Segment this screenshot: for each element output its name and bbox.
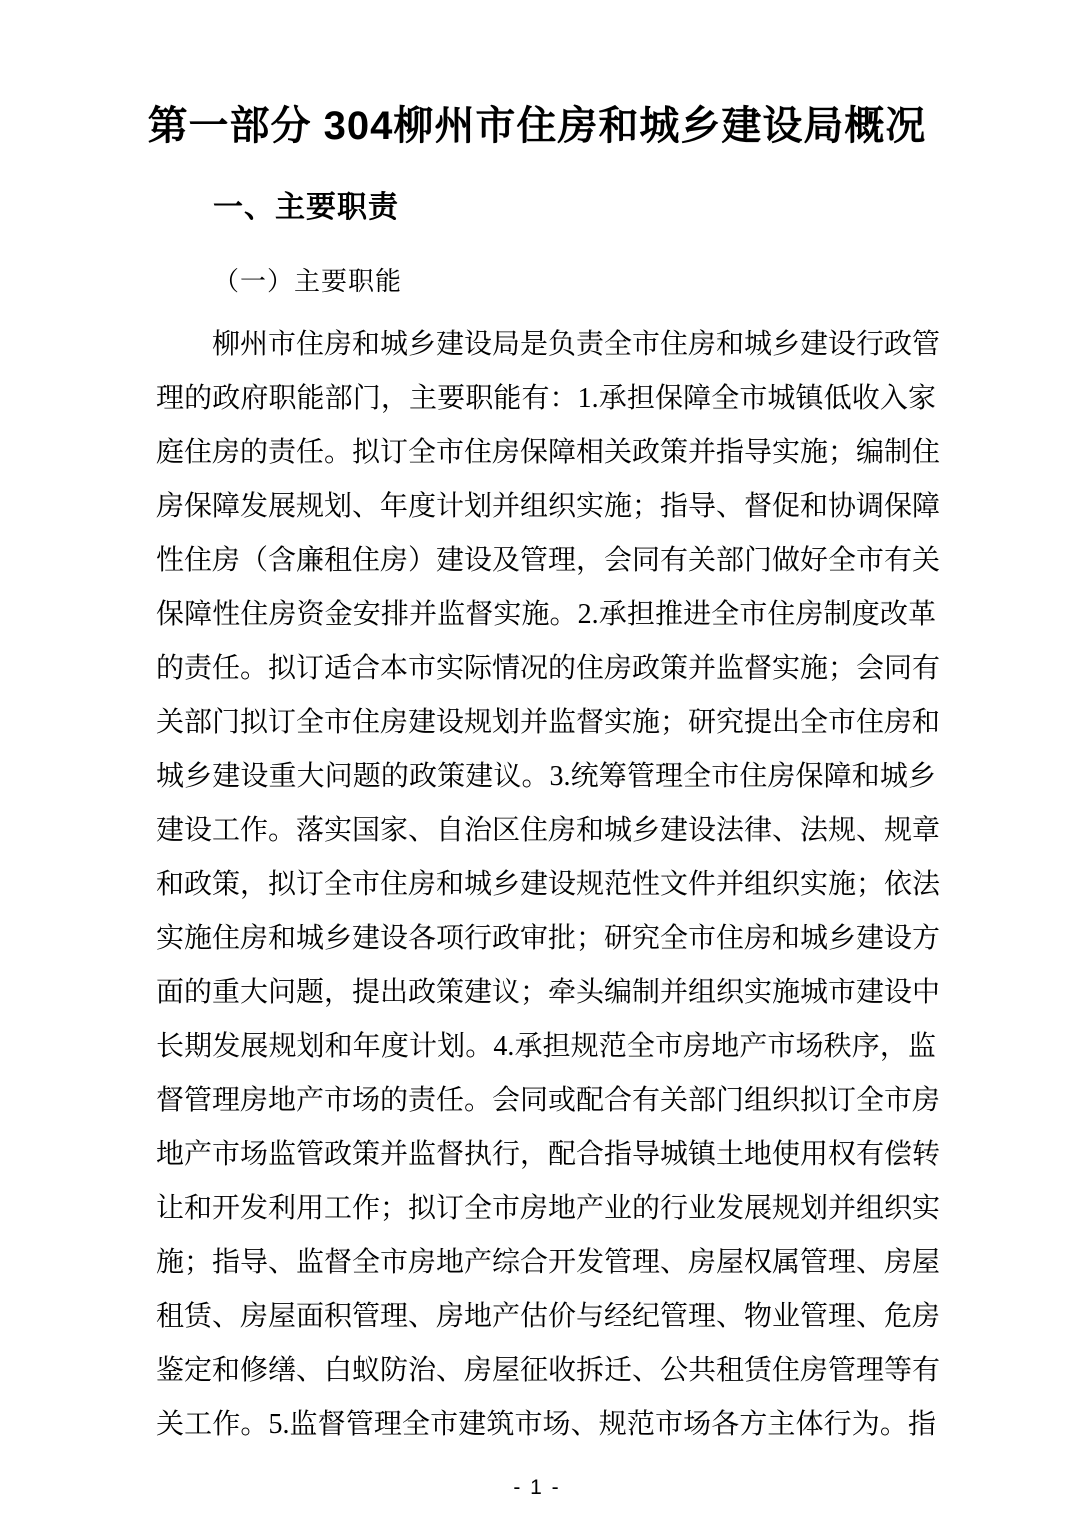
body-text-line: 实施住房和城乡建设各项行政审批；研究全市住房和城乡建设方 bbox=[156, 923, 941, 954]
body-text-line: 城乡建设重大问题的政策建议。3.统筹管理全市住房保障和城乡 bbox=[156, 761, 936, 792]
body-text-line: 关工作。5.监督管理全市建筑市场、规范市场各方主体行为。指 bbox=[156, 1409, 936, 1440]
body-text-line: 租赁、房屋面积管理、房地产估价与经纪管理、物业管理、危房 bbox=[156, 1301, 941, 1332]
body-text-line: 面的重大问题，提出政策建议；牵头编制并组织实施城市建设中 bbox=[156, 977, 941, 1008]
body-text-line: 性住房（含廉租住房）建设及管理，会同有关部门做好全市有关 bbox=[156, 545, 941, 576]
body-text-line: 理的政府职能部门，主要职能有：1.承担保障全市城镇低收入家 bbox=[156, 383, 936, 414]
body-text-line: 柳州市住房和城乡建设局是负责全市住房和城乡建设行政管 bbox=[212, 329, 941, 360]
body-text-line: 让和开发利用工作；拟订全市房地产业的行业发展规划并组织实 bbox=[156, 1193, 941, 1224]
body-text-line: 督管理房地产市场的责任。会同或配合有关部门组织拟订全市房 bbox=[156, 1085, 941, 1116]
body-text-line: 长期发展规划和年度计划。4.承担规范全市房地产市场秩序，监 bbox=[156, 1031, 936, 1062]
body-text-line: 和政策，拟订全市住房和城乡建设规范性文件并组织实施；依法 bbox=[156, 869, 941, 900]
body-text-line: 建设工作。落实国家、自治区住房和城乡建设法律、法规、规章 bbox=[156, 815, 941, 846]
body-text-line: 房保障发展规划、年度计划并组织实施；指导、督促和协调保障 bbox=[156, 491, 941, 522]
body-text-line: 庭住房的责任。拟订全市住房保障相关政策并指导实施；编制住 bbox=[156, 437, 941, 468]
body-paragraph bbox=[156, 318, 941, 1452]
body-text-line: 施；指导、监督全市房地产综合开发管理、房屋权属管理、房屋 bbox=[156, 1247, 941, 1278]
document-title: 第一部分 304柳州市住房和城乡建设局概况 bbox=[147, 104, 927, 148]
body-text-line: 地产市场监管政策并监督执行，配合指导城镇土地使用权有偿转 bbox=[156, 1139, 941, 1170]
subsection-heading: （一）主要职能 bbox=[213, 267, 403, 296]
body-text-line: 关部门拟订全市住房建设规划并监督实施；研究提出全市住房和 bbox=[156, 707, 941, 738]
page-number: - 1 - bbox=[513, 1476, 561, 1499]
section-heading: 一、主要职责 bbox=[213, 191, 399, 224]
body-text-line: 鉴定和修缮、白蚁防治、房屋征收拆迁、公共租赁住房管理等有 bbox=[156, 1355, 941, 1386]
body-text-line: 的责任。拟订适合本市实际情况的住房政策并监督实施；会同有 bbox=[156, 653, 941, 684]
body-text-line: 保障性住房资金安排并监督实施。2.承担推进全市住房制度改革 bbox=[156, 599, 936, 630]
